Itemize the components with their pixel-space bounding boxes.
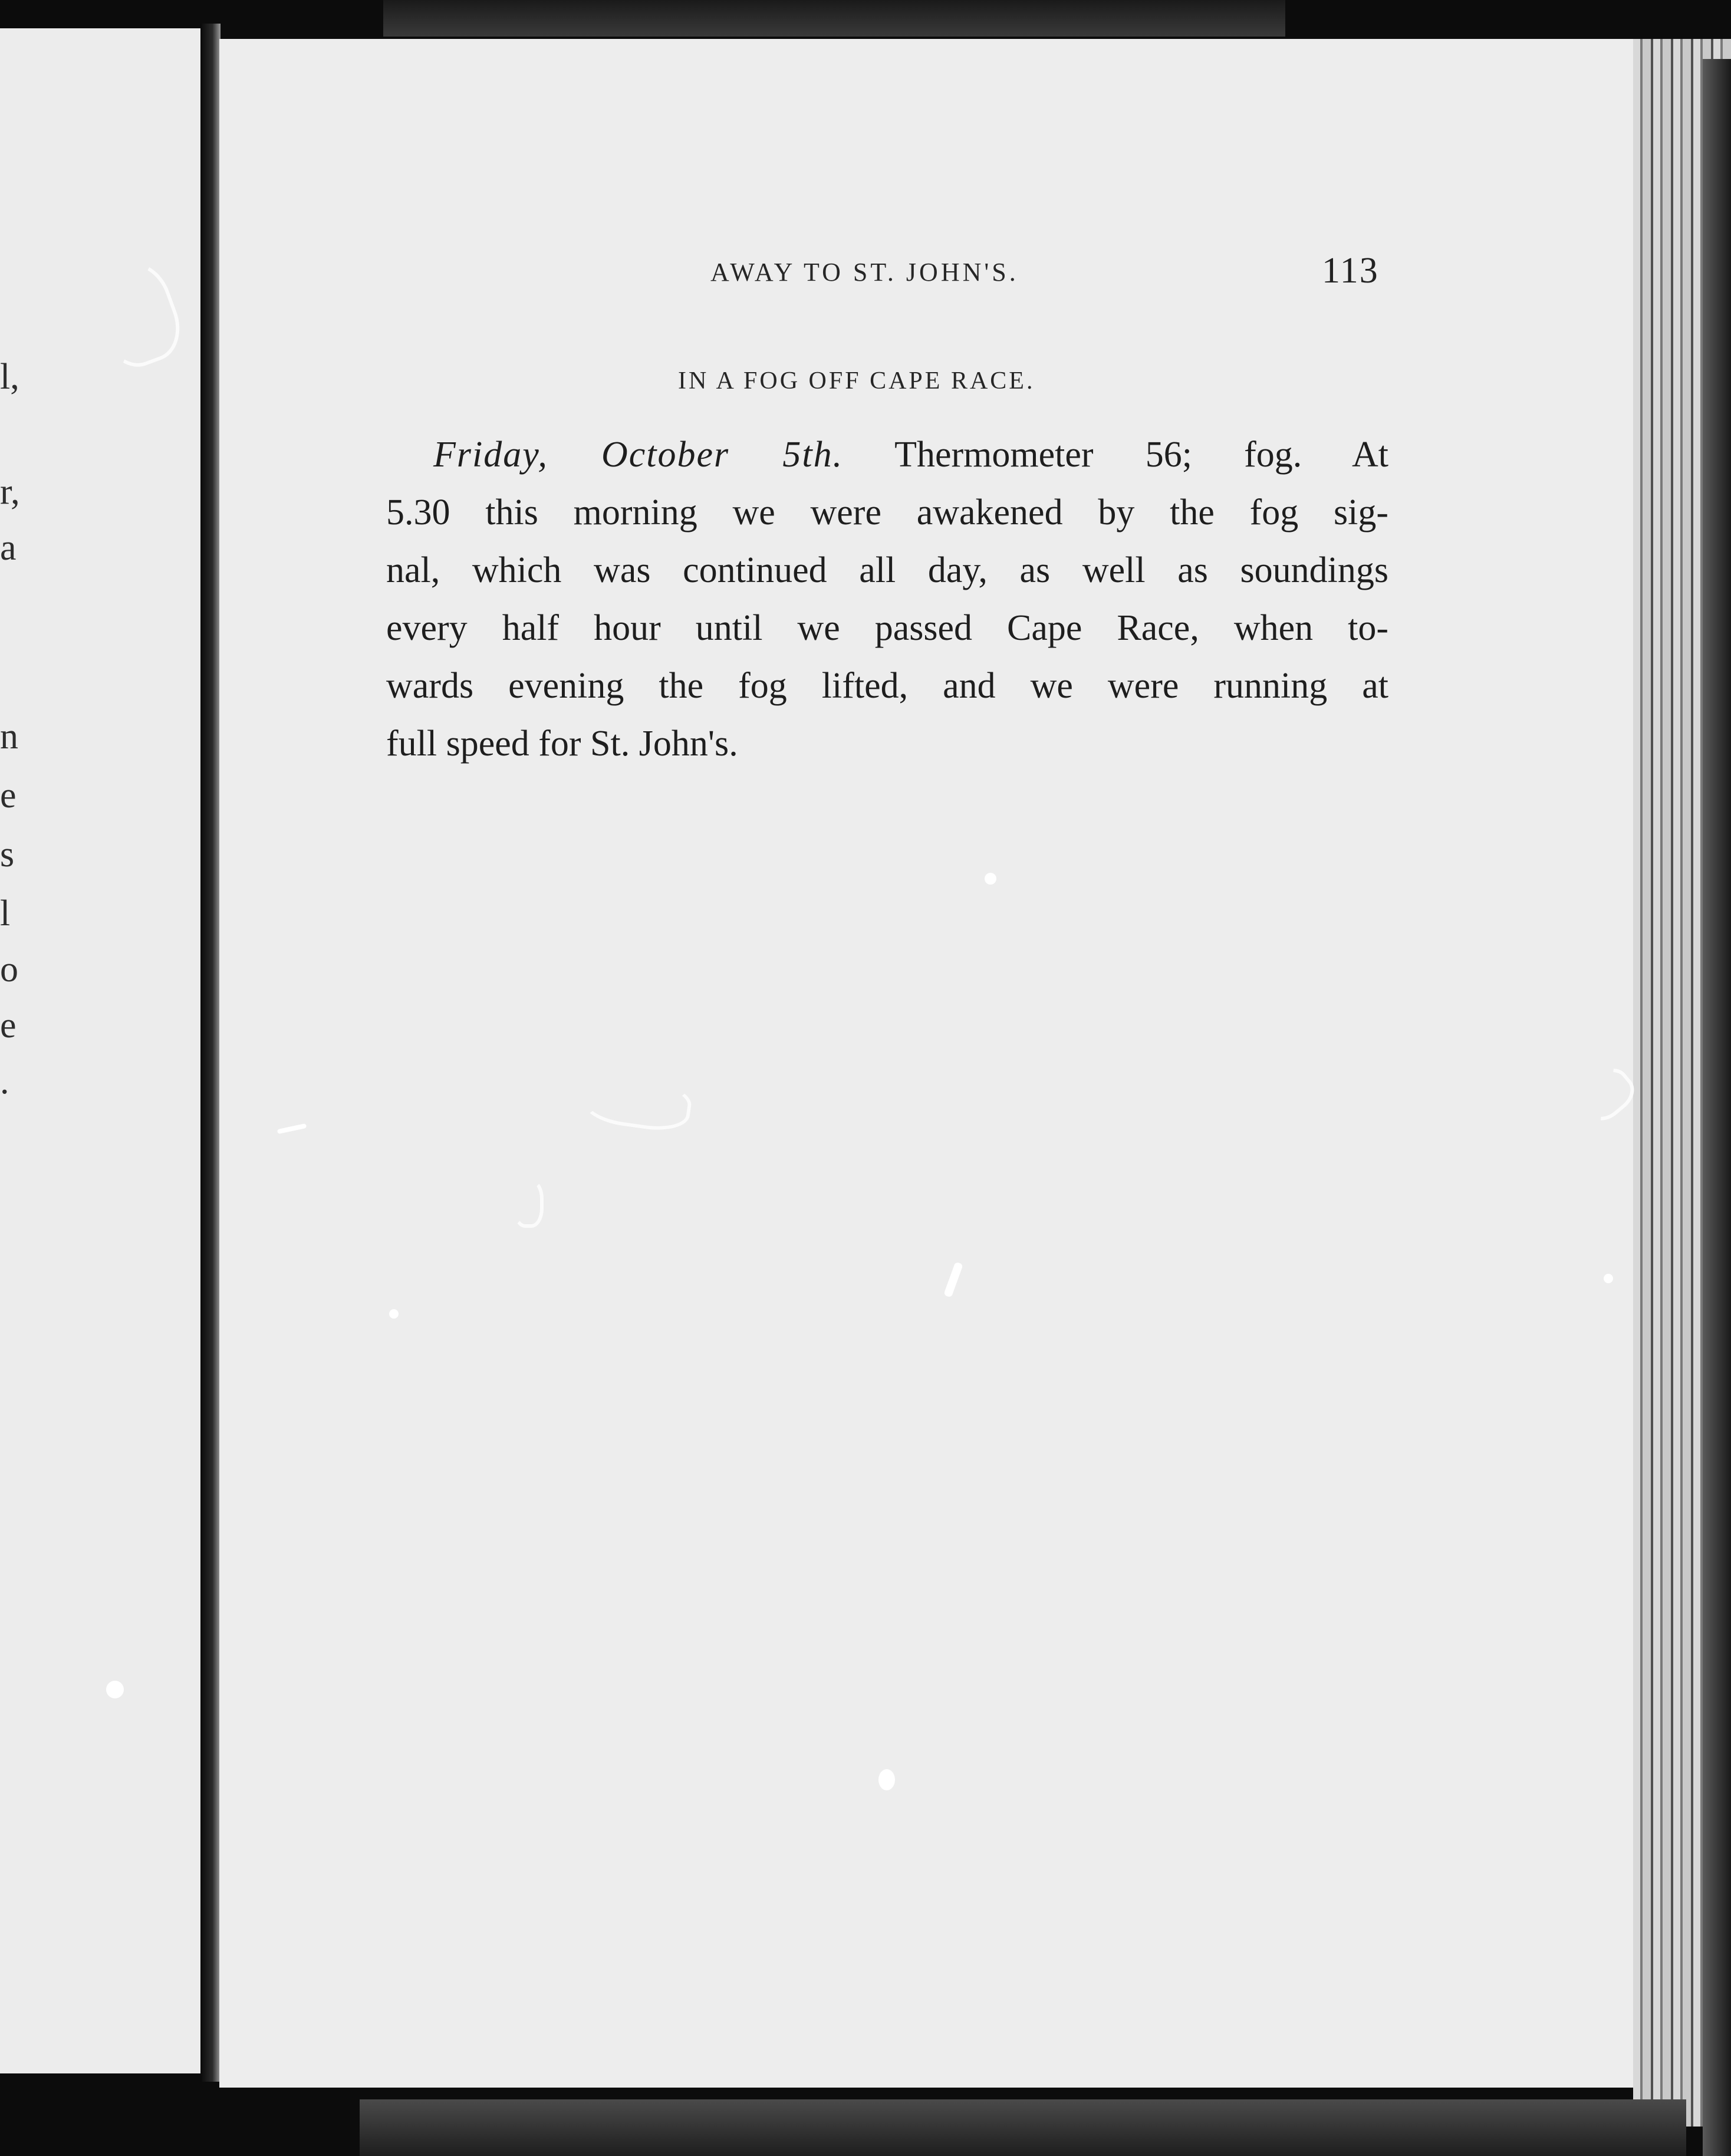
scan-artifact: [513, 1179, 544, 1228]
scan-speck: [1604, 1274, 1613, 1283]
facing-page-fragment: l,: [0, 357, 19, 397]
pencil-mark: [83, 254, 190, 376]
body-paragraph: [386, 426, 1388, 773]
facing-page-fragment: s: [0, 834, 15, 875]
date-label: Friday, October 5th.: [433, 435, 844, 475]
paragraph-line: every half hour until we passed Cape Race, when to-: [386, 608, 1388, 648]
page-recto: [219, 39, 1646, 2088]
scan-speck: [389, 1309, 399, 1319]
facing-page-fragment: r,: [0, 472, 20, 512]
page-number: 113: [1322, 251, 1379, 291]
paragraph-line: 5.30 this morning we were awakened by the fog sig-: [386, 492, 1388, 533]
facing-page-left: [0, 28, 209, 2073]
scan-speck: [878, 1769, 895, 1790]
scan-speck: [985, 873, 996, 885]
facing-page-fragment: n: [0, 717, 18, 757]
line-text: Thermometer 56; fog. At: [843, 435, 1389, 475]
fore-edge-shadow: [1703, 59, 1731, 2156]
book-gutter: [200, 24, 221, 2082]
paragraph-line: full speed for St. John's.: [386, 724, 738, 764]
scan-speck: [106, 1681, 124, 1698]
facing-page-fragment: o: [0, 949, 18, 990]
bottom-edge-shadow: [360, 2099, 1686, 2156]
facing-page-fragment: a: [0, 528, 17, 568]
paragraph-line: wards evening the fog lifted, and we were running at: [386, 666, 1388, 706]
facing-page-fragment: e: [0, 775, 17, 816]
facing-page-fragment: .: [0, 1061, 9, 1102]
paragraph-line: [386, 426, 1388, 484]
section-heading: IN A FOG OFF CAPE RACE.: [678, 367, 1035, 395]
facing-page-fragment: l: [0, 893, 11, 934]
top-edge-shadow: [383, 0, 1285, 37]
facing-page-fragment: e: [0, 1005, 17, 1046]
paragraph-line: nal, which was continued all day, as well as soundings: [386, 550, 1388, 590]
running-head: AWAY TO ST. JOHN'S.: [710, 258, 1019, 287]
